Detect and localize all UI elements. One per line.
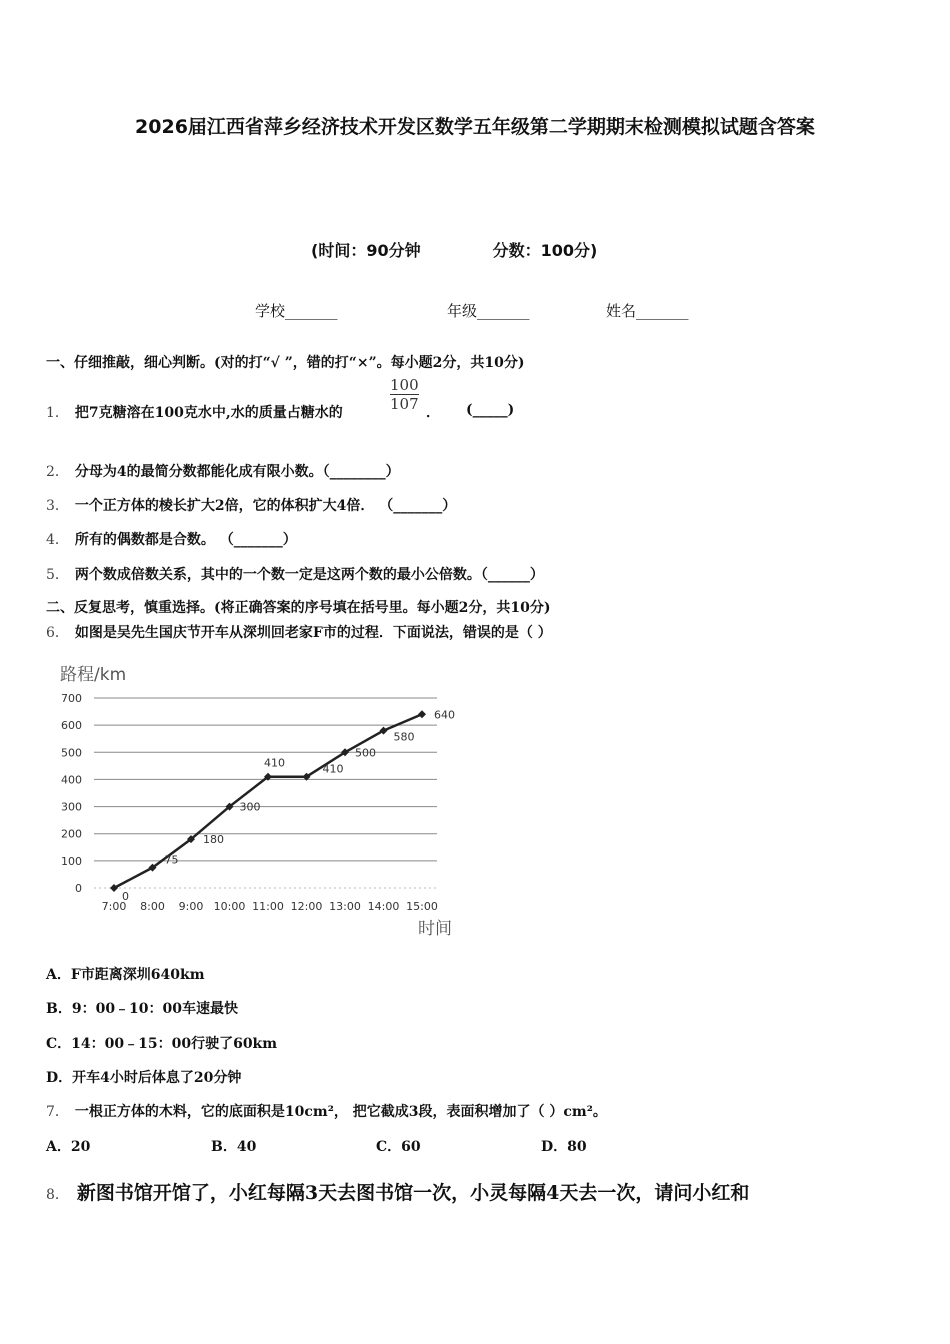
- x-tick-label: 15:00: [406, 900, 438, 913]
- x-axis-title: 时间: [418, 919, 452, 939]
- distance-time-chart: [52, 656, 472, 946]
- question-8: [46, 1178, 749, 1205]
- data-point: [418, 710, 426, 718]
- x-tick-label: 10:00: [213, 900, 246, 913]
- question-3: [46, 495, 456, 515]
- y-tick-label: 100: [61, 854, 82, 868]
- question-text: 两个数成倍数关系，其中的一个数一定是这两个数的最小公倍数。（______）: [74, 567, 544, 583]
- x-tick-label: 7:00: [101, 900, 127, 913]
- option-d[interactable]: D．开车4小时后体息了20分钟: [46, 1070, 242, 1086]
- y-tick-label: 600: [61, 719, 82, 733]
- y-tick-label: 200: [61, 827, 82, 841]
- y-tick-label: 0: [75, 882, 82, 895]
- question-text: 新图书馆开馆了，小红每隔3天去图书馆一次，小灵每隔4天去一次，请问小红和: [76, 1182, 750, 1204]
- question-4: [46, 529, 297, 549]
- question-text: 一根正方体的木料，它的底面积是10cm²， 把它截成3段，表面积增加了（ ）cm²。: [74, 1104, 607, 1120]
- option-c[interactable]: C．14：00﹣15：00行驶了60km: [46, 1036, 278, 1052]
- question-number: 7．: [46, 1104, 69, 1120]
- y-tick-label: 400: [61, 773, 82, 787]
- exam-score: 分数：100分): [492, 241, 598, 260]
- q7-option-c[interactable]: C．60: [376, 1139, 421, 1155]
- exam-meta: [311, 238, 597, 261]
- section-1-heading: 一、仔细推敲，细心判断。(对的打“√ ”，错的打“×”。每小题2分，共10分): [46, 355, 525, 371]
- question-number: 8．: [46, 1187, 69, 1203]
- y-tick-label: 500: [61, 746, 82, 760]
- question-6: [46, 622, 552, 642]
- question-7: [46, 1101, 607, 1121]
- question-text: 分母为4的最简分数都能化成有限小数。（________）: [74, 464, 400, 480]
- x-tick-label: 9:00: [178, 900, 204, 913]
- question-text: 如图是吴先生国庆节开车从深圳回老家F市的过程．下面说法，错误的是（ ）: [74, 625, 552, 641]
- question-2: [46, 461, 400, 481]
- fraction-numerator: 100: [390, 376, 419, 394]
- data-label: 180: [203, 833, 224, 847]
- q7-option-a[interactable]: A．20: [46, 1139, 91, 1155]
- fraction-denominator: 107: [390, 395, 419, 413]
- data-label: 410: [322, 762, 344, 776]
- series-line: [114, 714, 422, 888]
- question-text: 一个正方体的棱长扩大2倍，它的体积扩大4倍． （_______）: [74, 498, 457, 514]
- data-label: 500: [355, 746, 376, 760]
- option-b[interactable]: B．9：00﹣10：00车速最快: [46, 1001, 239, 1017]
- section-2-heading: 二、反复思考，慎重选择。(将正确答案的序号填在括号里。每小题2分，共10分): [46, 600, 551, 616]
- data-label: 0: [122, 890, 129, 903]
- question-1: [46, 402, 343, 422]
- x-tick-label: 12:00: [290, 900, 323, 913]
- answer-blank-1[interactable]: (_____): [466, 402, 515, 418]
- q7-option-b[interactable]: B．40: [211, 1139, 257, 1155]
- y-axis-title: 路程/km: [60, 665, 127, 685]
- grade-field[interactable]: 年级_______: [447, 302, 530, 320]
- x-tick-label: 11:00: [252, 900, 284, 913]
- y-tick-label: 700: [61, 692, 82, 705]
- question-5: [46, 564, 544, 584]
- exam-time: (时间：90分钟: [311, 241, 421, 260]
- school-field[interactable]: 学校_______: [255, 302, 338, 320]
- data-label: 410: [264, 756, 285, 770]
- y-tick-label: 300: [61, 800, 82, 814]
- question-1-tail: ．: [426, 405, 440, 421]
- question-text: 所有的偶数都是合数。 （_______）: [74, 532, 297, 548]
- question-number: 5．: [46, 567, 69, 583]
- question-number: 3．: [46, 498, 69, 514]
- option-a[interactable]: A．F市距离深圳640km: [46, 967, 205, 983]
- data-label: 640: [434, 708, 455, 722]
- question-text: 把7克糖溶在100克水中,水的质量占糖水的: [74, 405, 343, 421]
- fraction: [390, 376, 419, 413]
- data-label: 300: [239, 800, 261, 814]
- name-field[interactable]: 姓名_______: [606, 302, 689, 320]
- x-tick-label: 8:00: [140, 900, 165, 913]
- data-label: 75: [164, 853, 179, 867]
- data-label: 580: [393, 730, 415, 744]
- document-title: 2026届江西省萍乡经济技术开发区数学五年级第二学期期末检测模拟试题含答案: [135, 116, 815, 138]
- question-number: 4．: [46, 532, 69, 548]
- x-tick-label: 14:00: [367, 900, 400, 913]
- question-number: 1．: [46, 405, 69, 421]
- question-number: 2．: [46, 464, 69, 480]
- x-tick-label: 13:00: [329, 900, 361, 913]
- question-number: 6．: [46, 625, 69, 641]
- q7-option-d[interactable]: D．80: [541, 1139, 587, 1155]
